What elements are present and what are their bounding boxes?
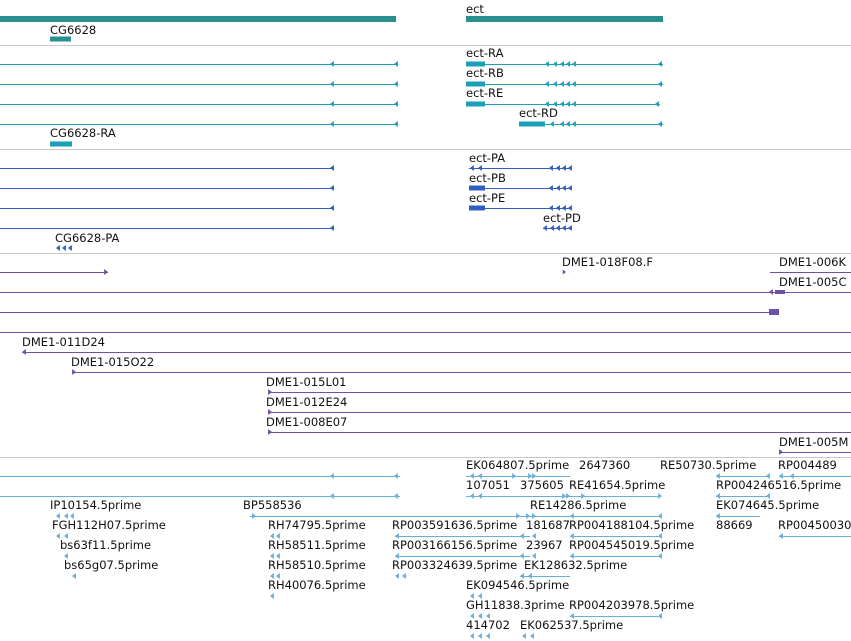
est-label: RH40076.5prime — [268, 578, 366, 592]
strand-arrow — [512, 473, 516, 479]
clone-label: DME1-012E24 — [266, 395, 348, 409]
est-label: RH58510.5prime — [268, 558, 366, 572]
strand-arrow — [394, 61, 398, 67]
est-label: 375605 — [520, 478, 564, 492]
est-label: RE50730.5prime — [660, 458, 757, 472]
est-label: EK062537.5prime — [520, 618, 624, 632]
protein-label: CG6628-PA — [55, 231, 120, 245]
strand-arrow — [556, 165, 560, 171]
feature-exon[interactable] — [469, 206, 485, 211]
transcript-label: ect-RA — [466, 46, 504, 60]
strand-arrow — [549, 165, 553, 171]
gene-bar[interactable] — [50, 37, 71, 42]
strand-arrow — [560, 121, 564, 127]
strand-arrow — [553, 61, 557, 67]
est-label: RP003591636.5prime — [392, 518, 518, 532]
est-label: 181687 — [526, 518, 570, 532]
protein-label: ect-PB — [469, 171, 506, 185]
strand-arrow — [478, 493, 482, 499]
strand-arrow — [562, 185, 566, 191]
strand-arrow — [402, 573, 406, 579]
strand-arrow — [530, 633, 534, 639]
strand-arrow — [568, 225, 572, 231]
strand-arrow — [486, 633, 490, 639]
strand-arrow — [553, 81, 557, 87]
strand-arrow — [550, 225, 554, 231]
strand-arrow — [568, 165, 572, 171]
est-label: EK128632.5prime — [524, 558, 628, 572]
feature-exon[interactable] — [519, 122, 545, 127]
est-label: bs65g07.5prime — [64, 558, 159, 572]
est-label: RP004489 — [778, 458, 837, 472]
strand-arrow — [330, 185, 334, 191]
strand-arrow — [330, 493, 334, 499]
protein-label: ect-PA — [469, 151, 506, 165]
strand-arrow — [658, 81, 662, 87]
strand-arrow — [658, 121, 662, 127]
strand-arrow — [330, 473, 334, 479]
strand-arrow — [470, 493, 474, 499]
strand-arrow — [395, 573, 399, 579]
strand-arrow — [560, 101, 564, 107]
gene-label: CG6628 — [50, 23, 97, 37]
strand-arrow — [72, 573, 76, 579]
strand-arrow — [330, 121, 334, 127]
strand-arrow — [572, 101, 576, 107]
feature-exon[interactable] — [469, 186, 485, 191]
est-label: EK064807.5prime — [466, 458, 570, 472]
strand-arrow — [572, 121, 576, 127]
transcript-label: CG6628-RA — [50, 126, 116, 140]
strand-arrow — [268, 429, 272, 435]
strand-arrow — [68, 245, 72, 251]
strand-arrow — [478, 633, 482, 639]
strand-arrow — [62, 245, 66, 251]
est-label: RP003166156.5prime — [392, 538, 518, 552]
est-label: RP004188104.5prime — [569, 518, 695, 532]
strand-arrow — [104, 269, 108, 275]
strand-arrow — [545, 81, 549, 87]
strand-arrow — [394, 101, 398, 107]
strand-arrow — [330, 61, 334, 67]
track-separator — [0, 45, 851, 46]
strand-arrow — [560, 61, 564, 67]
strand-arrow — [549, 185, 553, 191]
feature-exon[interactable] — [466, 102, 485, 107]
est-label: EK074645.5prime — [716, 498, 820, 512]
strand-arrow — [566, 81, 570, 87]
strand-arrow — [330, 205, 334, 211]
strand-arrow — [394, 493, 398, 499]
strand-arrow — [522, 633, 526, 639]
strand-arrow — [330, 81, 334, 87]
est-label: RE41654.5prime — [569, 478, 666, 492]
strand-arrow — [56, 245, 60, 251]
transcript-label: ect-RD — [519, 106, 558, 120]
strand-arrow — [72, 369, 76, 375]
clone-label: DME1-008E07 — [266, 415, 348, 429]
track-separator — [0, 149, 851, 150]
strand-arrow — [572, 81, 576, 87]
est-label: 107051 — [466, 478, 510, 492]
clone-label: DME1-006K — [779, 255, 847, 269]
strand-arrow — [394, 473, 398, 479]
clone-label: DME1-005M — [779, 435, 849, 449]
clone-label: DME1-015O22 — [71, 355, 155, 369]
feature-exon[interactable] — [769, 309, 779, 315]
strand-arrow — [252, 513, 256, 519]
est-label: EK094546.5prime — [466, 578, 570, 592]
strand-arrow — [270, 593, 274, 599]
strand-arrow — [658, 613, 662, 619]
strand-arrow — [545, 61, 549, 67]
strand-arrow — [658, 553, 662, 559]
clone-label: DME1-005C — [779, 275, 847, 289]
strand-arrow — [330, 101, 334, 107]
strand-arrow — [658, 61, 662, 67]
strand-arrow — [562, 165, 566, 171]
gene-bar[interactable] — [466, 16, 663, 22]
est-label: GH11838.3prime — [466, 598, 565, 612]
est-label: RH58511.5prime — [268, 538, 366, 552]
est-label: 2647360 — [579, 458, 631, 472]
strand-arrow — [330, 165, 334, 171]
clone-label: DME1-018F08.F — [562, 255, 653, 269]
est-label: RH74795.5prime — [268, 518, 366, 532]
strand-arrow — [566, 61, 570, 67]
est-label: bs63f11.5prime — [60, 538, 152, 552]
est-label: RP003324639.5prime — [392, 558, 518, 572]
strand-arrow — [394, 81, 398, 87]
est-label: RE14286.5prime — [530, 498, 627, 512]
strand-arrow — [550, 121, 554, 127]
strand-arrow — [543, 225, 547, 231]
est-label: RP00450030 — [778, 518, 851, 532]
gene-label: ect — [466, 2, 484, 16]
strand-arrow — [562, 225, 566, 231]
strand-arrow — [568, 185, 572, 191]
est-label: 88669 — [716, 518, 753, 532]
strand-arrow — [470, 633, 474, 639]
gene-bar[interactable] — [0, 16, 396, 22]
est-label: RP004203978.5prime — [569, 598, 695, 612]
strand-arrow — [769, 289, 773, 295]
transcript-label: ect-RE — [466, 86, 504, 100]
feature-exon[interactable] — [775, 290, 785, 294]
est-label: RP004246516.5prime — [716, 478, 842, 492]
strand-arrow — [22, 349, 26, 355]
strand-arrow — [330, 225, 334, 231]
est-label: FGH112H07.5prime — [52, 518, 166, 532]
strand-arrow — [572, 61, 576, 67]
est-label: BP558536 — [243, 498, 302, 512]
clone-label: DME1-011D24 — [22, 335, 105, 349]
strand-arrow — [563, 270, 566, 275]
strand-arrow — [779, 449, 783, 455]
est-label: RP004545019.5prime — [569, 538, 695, 552]
strand-arrow — [556, 185, 560, 191]
strand-arrow — [556, 225, 560, 231]
track-separator — [0, 253, 851, 254]
clone-label: DME1-015L01 — [266, 375, 347, 389]
strand-arrow — [566, 121, 570, 127]
strand-arrow — [779, 533, 783, 539]
protein-label: ect-PE — [469, 191, 506, 205]
protein-label: ect-PD — [543, 211, 581, 225]
est-label: IP10154.5prime — [50, 498, 142, 512]
est-label: 414702 — [466, 618, 510, 632]
strand-arrow — [560, 81, 564, 87]
strand-arrow — [566, 101, 570, 107]
est-label: 23967 — [526, 538, 563, 552]
transcript-label: ect-RB — [466, 66, 504, 80]
strand-arrow — [394, 121, 398, 127]
strand-arrow — [520, 533, 524, 539]
strand-arrow — [655, 101, 659, 107]
